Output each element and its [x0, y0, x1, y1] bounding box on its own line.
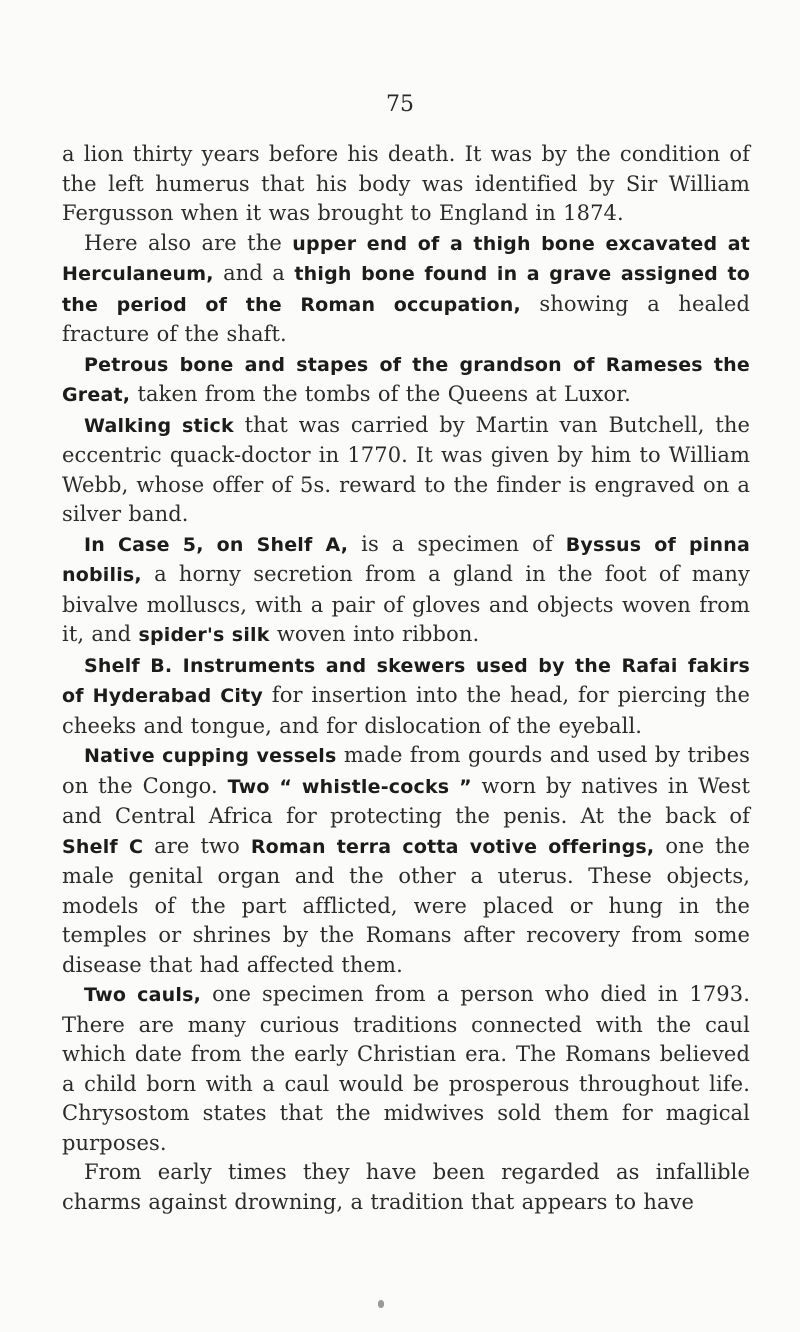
bold-text-run: Byssus of pinna nobilis, [62, 533, 750, 586]
bold-text-run: Two cauls, [84, 984, 202, 1006]
bold-text-run: Roman terra cotta votive offerings, [250, 835, 655, 858]
paragraph [62, 140, 750, 229]
text-run: one specimen from a person who died in 1793. There are many curious traditions connected with the caul which date from the early Christian era. The Romans believed a child born with a caul would be prosperous throughout life. Chrysostom states that the midwives sold them for magical purposes. [62, 982, 750, 1155]
paragraph [62, 651, 750, 742]
text-run: Here also are the [84, 230, 293, 255]
print-blemish [378, 1300, 384, 1308]
text-run: made from gourds and used by tribes on the Congo. [62, 743, 750, 798]
text-run: and a [213, 261, 295, 285]
text-run: worn by natives in West and Central Africa for protecting the penis. At the back of [62, 773, 750, 828]
paragraph [62, 350, 750, 411]
bold-text-run: thigh bone found in a grave assigned to the period of the Roman occupation, [62, 263, 750, 316]
text-run: is a specimen of [348, 531, 566, 556]
paragraph [62, 530, 750, 651]
bold-text-run: Shelf C [62, 835, 144, 858]
text-run: are two [143, 833, 251, 858]
text-run: showing a healed fracture of the shaft. [62, 291, 750, 346]
paragraph [62, 411, 750, 530]
paragraph [62, 741, 750, 980]
text-run: one the male genital organ and the other a uterus. These objects, models of the part afflicted, were placed or hung in the temples or shrines by the Romans after recovery from some disease that had affected them. [62, 833, 750, 977]
bold-text-run: Shelf B. Instruments and skewers used by the Rafai fakirs of Hyderabad City [62, 654, 750, 707]
bold-text-run: upper end of a thigh bone excavated at Herculaneum, [62, 232, 751, 285]
text-run: From early times they have been regarded as infallible charms against drowning, a tradition that appears to have [62, 1160, 750, 1214]
bold-text-run: Walking stick [84, 414, 234, 437]
bold-text-run: spider's silk [138, 624, 270, 646]
paragraph [62, 980, 750, 1158]
text-run: a lion thirty years before his death. It was by the condition of the left humerus that his body was identified by Sir William Fergusson when it was brought to England in 1874. [62, 142, 750, 225]
text-run: that was carried by Martin van Butchell, the eccentric quack-doctor in 1770. It was given by him to William Webb, whose offer of 5s. reward to the finder is engraved on a silver band. [62, 412, 750, 526]
paragraph [62, 229, 750, 350]
bold-text-run: Native cupping vessels [84, 745, 337, 767]
text-run: woven into ribbon. [269, 622, 480, 646]
text-run: a horny secretion from a gland in the foot of many bivalve molluscs, with a pair of gloves and objects woven from it, and [62, 562, 750, 646]
bold-text-run: In Case 5, on Shelf A, [84, 533, 349, 556]
body-text [62, 140, 750, 1217]
bold-text-run: Two “ whistle-cocks ” [227, 775, 472, 798]
bold-text-run: Petrous bone and stapes of the grandson of Rameses the Great, [62, 353, 750, 406]
text-run: for insertion into the head, for piercing the cheeks and tongue, and for dislocation of the eyeball. [62, 683, 750, 738]
text-run: taken from the tombs of the Queens at Luxor. [130, 382, 631, 406]
paragraph [62, 1158, 750, 1217]
page-number: 75 [386, 92, 414, 117]
